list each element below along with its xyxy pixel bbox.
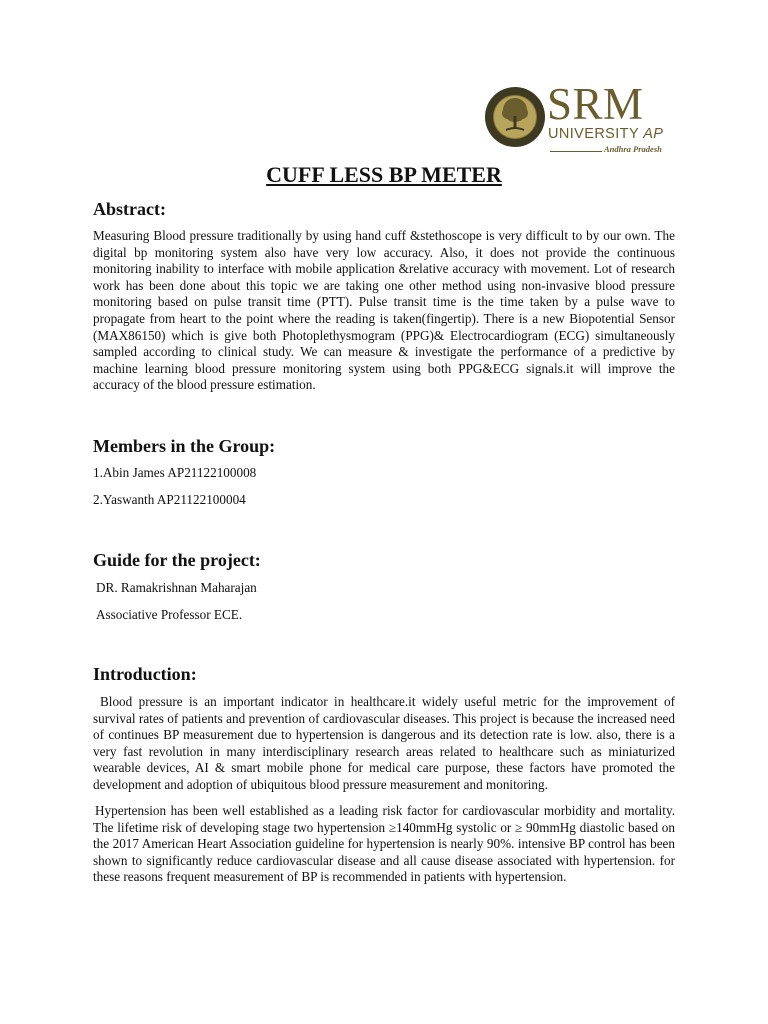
logo-divider: [550, 151, 602, 152]
srm-logo: [484, 79, 680, 156]
tree-emblem-icon: [484, 86, 546, 148]
introduction-heading: Introduction:: [93, 664, 197, 684]
introduction-paragraph-1: Blood pressure is an important indicator in healthcare.it widely useful metric for the improvement of survival rates of patients and prevention of cardiovascular diseases. This project is because the increased need of continues BP measurement due to hypertension is dangerous and its detection rate is low. also, there is a very fast revolution in many interdisciplinary research areas related to healthcare such as miniaturized wearable devices, AI & smart mobile phone for medical care purpose, these factors have promoted the development and adoption of ubiquitous blood pressure measurement and monitoring.: [93, 694, 675, 792]
member-item-1: 1.Abin James AP21122100008: [93, 465, 257, 480]
introduction-paragraph-2: Hypertension has been well established as a leading risk factor for cardiovascular morbidity and mortality. The lifetime risk of developing stage two hypertension ≥140mmHg systolic or ≥ 90mmHg diastolic based on the 2017 American Heart Association guideline for hypertension is nearly 90%. intensive BP control has been shown to significantly reduce cardiovascular disease and all cause disease associated with hypertension. for these reasons frequent measurement of BP is recommended in patients with hypertension.: [93, 803, 675, 885]
guide-title: Associative Professor ECE.: [96, 607, 243, 622]
abstract-heading: Abstract:: [93, 199, 166, 219]
logo-wordmark: SRM: [547, 79, 644, 129]
guide-name: DR. Ramakrishnan Maharajan: [96, 580, 257, 595]
logo-ap: AP: [643, 126, 664, 142]
logo-university-text: UNIVERSITY: [548, 126, 639, 142]
member-item-2: 2.Yaswanth AP21122100004: [93, 492, 246, 507]
logo-state: Andhra Pradesh: [604, 144, 662, 154]
members-heading: Members in the Group:: [93, 436, 276, 456]
logo-university: [548, 127, 663, 142]
document-title: CUFF LESS BP METER: [266, 162, 502, 187]
guide-heading: Guide for the project:: [93, 550, 261, 570]
abstract-paragraph: Measuring Blood pressure traditionally by using hand cuff &stethoscope is very difficult to by our own. The digital bp monitoring system also have very low accuracy. Also, it does not provide the continuous monitoring inability to interface with mobile application &relative accuracy with movement. Lot of research work has been done about this topic we are taking one other method using non-invasive blood pressure monitoring based on pulse transit time (PTT). Pulse transit time is the time taken by a pulse wave to propagate from heart to the point where the reading is taken(fingertip). There is a new Biopotential Sensor (MAX86150) which is give both Photoplethysmogram (PPG)& Electrocardiogram (ECG) simultaneously sampled according to clinical study. We can measure & investigate the performance of a predictive by machine learning blood pressure monitoring system using both PPG&ECG signals.it will improve the accuracy of the blood pressure estimation.: [93, 228, 675, 393]
